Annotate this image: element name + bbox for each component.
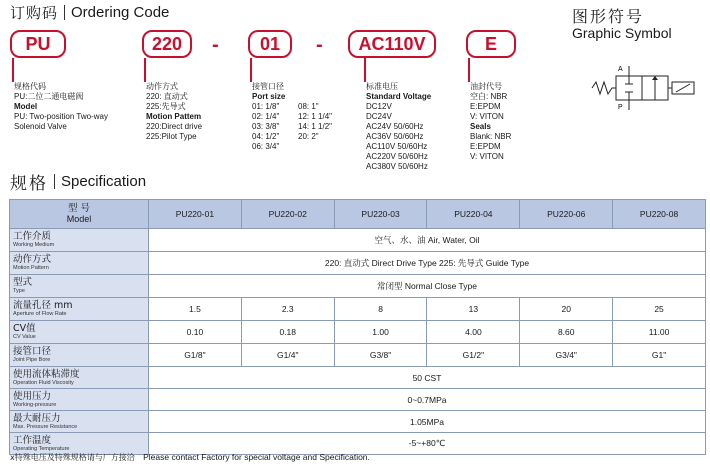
table-row — [10, 344, 706, 367]
model-header-cell: 型 号 Model — [10, 200, 149, 229]
port-p-label: P — [618, 104, 623, 111]
model-cell: PU220-02 — [241, 200, 334, 229]
port-description: 接管口径 Port size 01: 1/8" 08: 1" 02: 1/4" 12: 1 1/4" 03: 3/8" 14: 1 1/2" 04: 1/2" 20: 2" 06: 3/4" — [252, 82, 332, 151]
row-label: 动作方式 Motion Pattern — [10, 252, 149, 275]
ordering-code-title-cn: 订购码 — [10, 4, 59, 22]
cv-cell: 4.00 — [427, 321, 520, 344]
model-description: 规格代码 PU:二位二通电磁阀 Model PU: Two-position Two-way Solenoid Valve — [14, 82, 108, 131]
code-seal-box: E — [466, 30, 516, 58]
ordering-code-title-en: Ordering Code — [71, 4, 170, 21]
row-label: 工作温度 Operating Temperature — [10, 433, 149, 455]
table-row — [10, 321, 706, 344]
table-row — [10, 411, 706, 433]
code-model-tick — [12, 58, 14, 82]
bore-cell: G3/4" — [520, 344, 613, 367]
bore-cell: G3/8" — [334, 344, 427, 367]
graphic-symbol-title-cn: 图形符号 — [572, 7, 645, 26]
model-cell: PU220-04 — [427, 200, 520, 229]
row-label: 最大耐压力 Max. Pressure Resistance — [10, 411, 149, 433]
cv-cell: 8.60 — [520, 321, 613, 344]
cv-cell: 0.10 — [149, 321, 242, 344]
table-row — [10, 252, 706, 275]
specification-title-cn: 规格 — [10, 174, 48, 194]
code-port-box: 01 — [248, 30, 292, 58]
model-cell: PU220-01 — [149, 200, 242, 229]
flow-cell: 20 — [520, 298, 613, 321]
code-port-tick — [250, 58, 252, 82]
footer-note — [10, 452, 370, 463]
row-label: 使用压力 Working-pressure — [10, 389, 149, 411]
table-row — [10, 367, 706, 389]
motion-value: 220: 直动式 Direct Drive Type 225: 先导式 Guide Type — [149, 252, 706, 275]
viscosity-value: 50 CST — [149, 367, 706, 389]
valve-symbol-icon — [590, 62, 700, 112]
table-row — [10, 389, 706, 411]
code-voltage-box: AC110V — [348, 30, 436, 58]
code-action-tick — [144, 58, 146, 82]
temperature-value: -5~+80℃ — [149, 433, 706, 455]
table-row — [10, 298, 706, 321]
row-label: CV值 CV Value — [10, 321, 149, 344]
heading-divider — [64, 5, 65, 20]
bore-cell: G1" — [613, 344, 706, 367]
row-label: 工作介质 Working Medium — [10, 229, 149, 252]
code-voltage-tick — [364, 58, 366, 82]
pressure-value: 0~0.7MPa — [149, 389, 706, 411]
specification-table — [9, 199, 706, 455]
medium-value: 空气、水、油 Air, Water, Oil — [149, 229, 706, 252]
row-label: 型式 Type — [10, 275, 149, 298]
cv-cell: 11.00 — [613, 321, 706, 344]
table-row — [10, 229, 706, 252]
graphic-symbol-title-en: Graphic Symbol — [572, 25, 672, 41]
flow-cell: 13 — [427, 298, 520, 321]
ordering-code-heading — [10, 2, 169, 23]
row-label: 接管口径 Joint Pipe Bore — [10, 344, 149, 367]
cv-cell: 1.00 — [334, 321, 427, 344]
code-dash-1: - — [212, 34, 219, 56]
specification-title-en: Specification — [61, 173, 147, 190]
code-model-box: PU — [10, 30, 66, 58]
bore-cell: G1/8" — [149, 344, 242, 367]
flow-cell: 8 — [334, 298, 427, 321]
flow-cell: 1.5 — [149, 298, 242, 321]
bore-cell: G1/2" — [427, 344, 520, 367]
model-cell: PU220-06 — [520, 200, 613, 229]
code-seal-tick — [468, 58, 470, 82]
table-header-row — [10, 200, 706, 229]
model-cell: PU220-08 — [613, 200, 706, 229]
flow-cell: 2.3 — [241, 298, 334, 321]
cv-cell: 0.18 — [241, 321, 334, 344]
heading-divider — [54, 174, 55, 189]
type-value: 常闭型 Normal Close Type — [149, 275, 706, 298]
max-pressure-value: 1.05MPa — [149, 411, 706, 433]
row-label: 使用流体粘滞度 Operation Fluid Viscosity — [10, 367, 149, 389]
seal-description: 油封代号 空白: NBR E:EPDM V: VITON Seals Blank: NBR E:EPDM V: VITON — [470, 82, 512, 161]
bore-cell: G1/4" — [241, 344, 334, 367]
port-a-label: A — [618, 66, 623, 73]
row-label: 流量孔径 mm Aperture of Flow Rate — [10, 298, 149, 321]
model-cell: PU220-03 — [334, 200, 427, 229]
code-dash-2: - — [316, 34, 323, 56]
code-action-box: 220 — [142, 30, 192, 58]
table-row — [10, 275, 706, 298]
footer-note-cn: x特殊电压及特殊规格请与厂方接洽 — [10, 453, 135, 462]
flow-cell: 25 — [613, 298, 706, 321]
specification-heading — [10, 169, 146, 194]
action-description: 动作方式 220: 直动式 225:先导式 Motion Pattem 220:Direct drive 225:Pilot Type — [146, 82, 203, 141]
voltage-description: 标准电压 Standard Voltage DC12V DC24V AC24V 50/60Hz AC36V 50/60Hz AC110V 50/60Hz AC220V 50/60Hz AC380V 50/60Hz — [366, 82, 432, 171]
footer-note-en: Please contact Factory for special voltage and Specification. — [143, 452, 370, 462]
